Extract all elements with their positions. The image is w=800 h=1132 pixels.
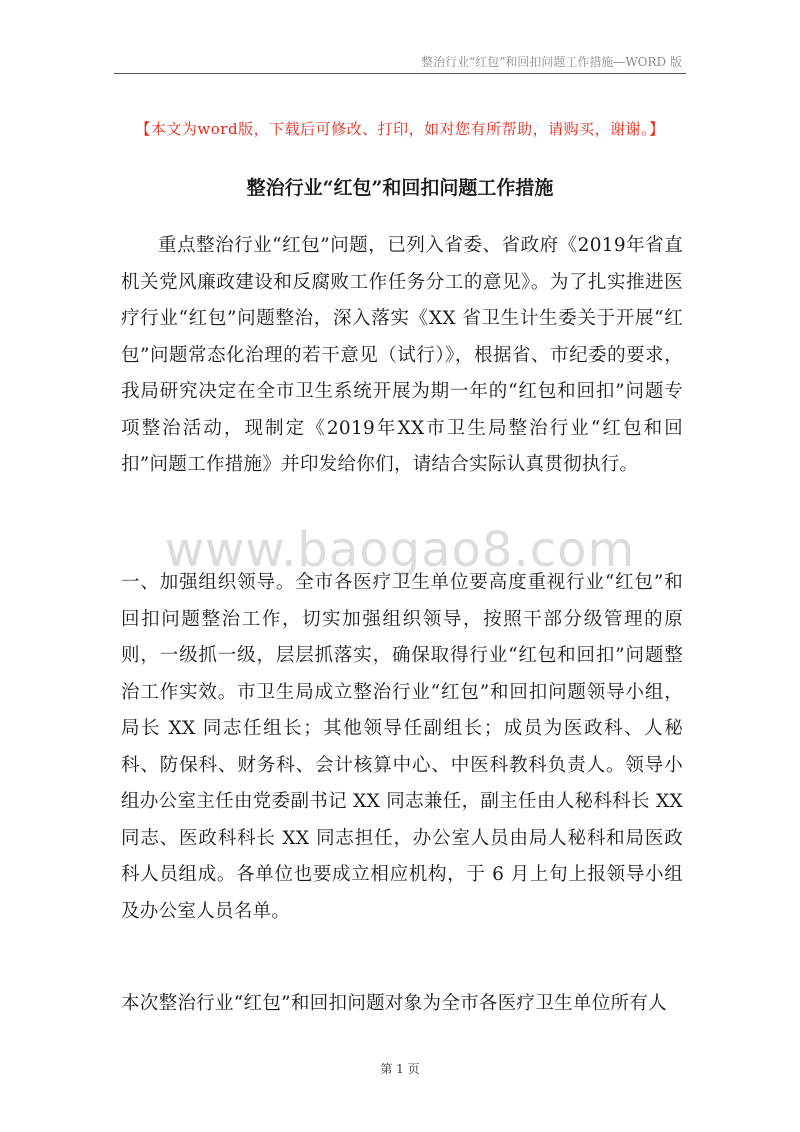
purchase-notice: 【本文为word版，下载后可修改、打印，如对您有所帮助，请购买，谢谢。】	[135, 120, 665, 138]
paragraph-intro: 重点整治行业“红包”问题，已列入省委、省政府《2019年省直机关党风廉政建设和反腐败工作任务分工的意见》。为了扎实推进医疗行业“红包”问题整治，深入落实《XX 省卫生计生委关于开展“红包”问题常态化治理的若干意见（试行）》，根据省、市纪委的要求，我局研究决定在全市卫生系统开展为期一年的“红包和回扣”问题专项整治活动，现制定《2019年XX市卫生局整治行业“红包和回扣”问题工作措施》并印发给你们，请结合实际认真贯彻执行。	[121, 235, 683, 475]
page-number: 第 1 页	[380, 1062, 420, 1076]
paragraph-organization: 一、加强组织领导。全市各医疗卫生单位要高度重视行业“红包”和回扣问题整治工作，切实加强组织领导，按照干部分级管理的原则，一级抓一级，层层抓落实，确保取得行业“红包和回扣”问题整治工作实效。市卫生局成立整治行业“红包”和回扣问题领导小组，局长 XX 同志任组长；其他领导任副组长；成员为医政科、人秘科、防保科、财务科、会计核算中心、中医科教科负责人。领导小组办公室主任由党委副书记 XX 同志兼任，副主任由人秘科科长 XX 同志、医政科科长 XX 同志担任，办公室人员由局人秘科和局医政科人员组成。各单位也要成立相应机构，于 6 月上旬上报领导小组及办公室人员名单。	[121, 572, 683, 922]
header-divider	[114, 73, 686, 74]
running-header: 整治行业“红包”和回扣问题工作措施—WORD 版	[421, 55, 682, 69]
document-title: 整治行业“红包”和回扣问题工作措施	[246, 177, 554, 199]
paragraph-scope: 本次整治行业“红包”和回扣问题对象为全市各医疗卫生单位所有人	[121, 993, 667, 1014]
watermark: www.baogao8.com	[164, 522, 636, 578]
